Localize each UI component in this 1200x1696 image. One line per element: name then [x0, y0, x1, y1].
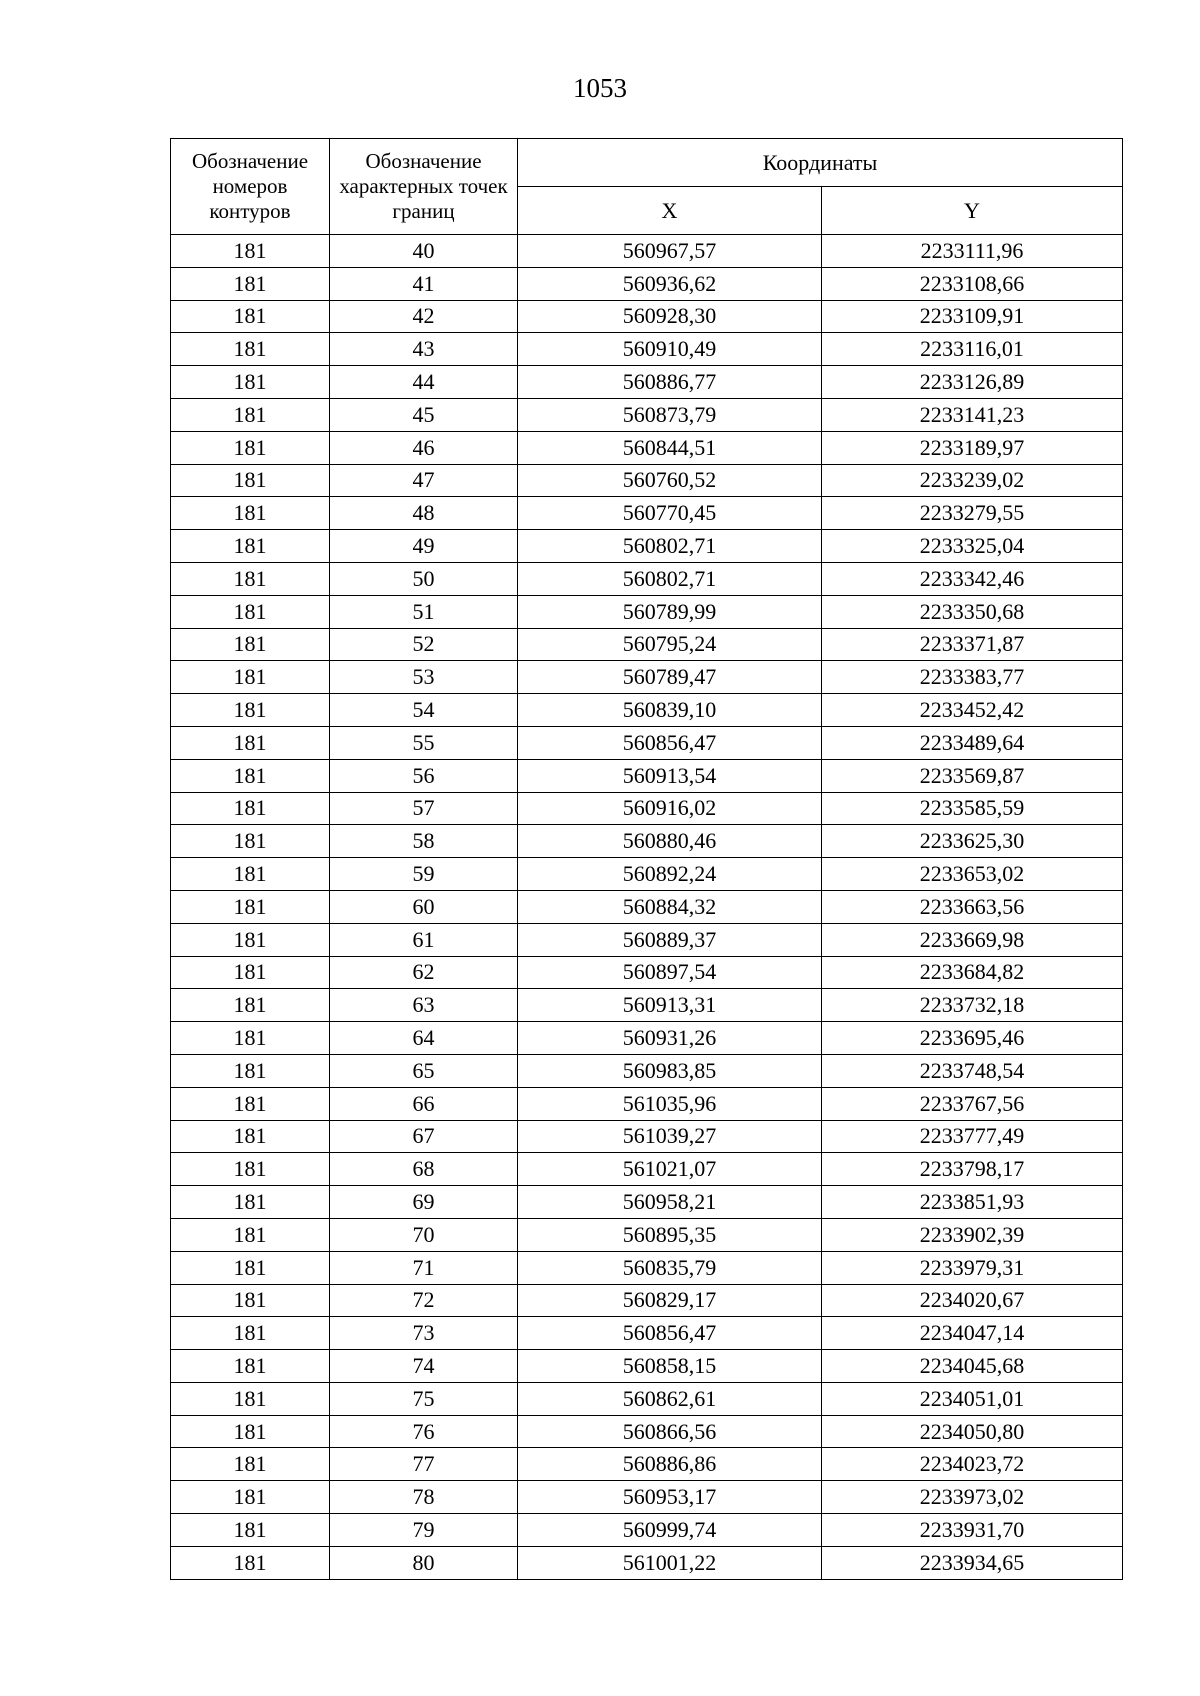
- cell-contour-number: 181: [171, 1251, 330, 1284]
- table-row: [171, 431, 1123, 464]
- cell-x-coordinate: 560916,02: [518, 792, 822, 825]
- cell-y-coordinate: 2233452,42: [822, 694, 1123, 727]
- cell-x-coordinate: 560795,24: [518, 628, 822, 661]
- cell-point-number: 62: [330, 956, 518, 989]
- table-row: [171, 890, 1123, 923]
- cell-x-coordinate: 560760,52: [518, 464, 822, 497]
- cell-contour-number: 181: [171, 1448, 330, 1481]
- cell-x-coordinate: 561001,22: [518, 1546, 822, 1579]
- cell-y-coordinate: 2233777,49: [822, 1120, 1123, 1153]
- cell-contour-number: 181: [171, 1054, 330, 1087]
- cell-y-coordinate: 2233973,02: [822, 1481, 1123, 1514]
- table-row: [171, 1022, 1123, 1055]
- cell-point-number: 57: [330, 792, 518, 825]
- table-row: [171, 530, 1123, 563]
- table-row: [171, 989, 1123, 1022]
- header-boundary-points: Обозначение характерных точек границ: [330, 139, 518, 235]
- cell-contour-number: 181: [171, 464, 330, 497]
- cell-x-coordinate: 560858,15: [518, 1350, 822, 1383]
- cell-point-number: 73: [330, 1317, 518, 1350]
- cell-x-coordinate: 561021,07: [518, 1153, 822, 1186]
- cell-point-number: 59: [330, 858, 518, 891]
- cell-x-coordinate: 560958,21: [518, 1186, 822, 1219]
- cell-y-coordinate: 2234047,14: [822, 1317, 1123, 1350]
- cell-x-coordinate: 560835,79: [518, 1251, 822, 1284]
- cell-point-number: 65: [330, 1054, 518, 1087]
- cell-x-coordinate: 560936,62: [518, 267, 822, 300]
- cell-contour-number: 181: [171, 333, 330, 366]
- cell-point-number: 40: [330, 235, 518, 268]
- cell-point-number: 70: [330, 1218, 518, 1251]
- table-row: [171, 1481, 1123, 1514]
- cell-point-number: 66: [330, 1087, 518, 1120]
- cell-y-coordinate: 2233189,97: [822, 431, 1123, 464]
- cell-x-coordinate: 560829,17: [518, 1284, 822, 1317]
- cell-x-coordinate: 560862,61: [518, 1382, 822, 1415]
- table-row: [171, 595, 1123, 628]
- table-row: [171, 267, 1123, 300]
- cell-x-coordinate: 560967,57: [518, 235, 822, 268]
- cell-x-coordinate: 561035,96: [518, 1087, 822, 1120]
- cell-y-coordinate: 2233684,82: [822, 956, 1123, 989]
- cell-y-coordinate: 2233279,55: [822, 497, 1123, 530]
- table-body: [171, 235, 1123, 1580]
- cell-point-number: 72: [330, 1284, 518, 1317]
- cell-point-number: 64: [330, 1022, 518, 1055]
- cell-y-coordinate: 2233732,18: [822, 989, 1123, 1022]
- header-x: X: [518, 187, 822, 235]
- cell-point-number: 46: [330, 431, 518, 464]
- cell-contour-number: 181: [171, 562, 330, 595]
- cell-y-coordinate: 2234020,67: [822, 1284, 1123, 1317]
- cell-y-coordinate: 2233851,93: [822, 1186, 1123, 1219]
- cell-contour-number: 181: [171, 300, 330, 333]
- cell-contour-number: 181: [171, 235, 330, 268]
- cell-x-coordinate: 560856,47: [518, 726, 822, 759]
- cell-contour-number: 181: [171, 628, 330, 661]
- table-row: [171, 497, 1123, 530]
- cell-x-coordinate: 560886,86: [518, 1448, 822, 1481]
- table-row: [171, 366, 1123, 399]
- cell-contour-number: 181: [171, 825, 330, 858]
- cell-x-coordinate: 560844,51: [518, 431, 822, 464]
- table-row: [171, 333, 1123, 366]
- page-number: 1053: [573, 73, 627, 103]
- cell-y-coordinate: 2233695,46: [822, 1022, 1123, 1055]
- header-coordinates: Координаты: [518, 139, 1123, 187]
- cell-point-number: 53: [330, 661, 518, 694]
- cell-x-coordinate: 560913,31: [518, 989, 822, 1022]
- table-row: [171, 1415, 1123, 1448]
- cell-contour-number: 181: [171, 497, 330, 530]
- cell-point-number: 42: [330, 300, 518, 333]
- cell-y-coordinate: 2234050,80: [822, 1415, 1123, 1448]
- table-row: [171, 1284, 1123, 1317]
- cell-x-coordinate: 560928,30: [518, 300, 822, 333]
- cell-x-coordinate: 560895,35: [518, 1218, 822, 1251]
- cell-contour-number: 181: [171, 398, 330, 431]
- cell-x-coordinate: 560983,85: [518, 1054, 822, 1087]
- cell-point-number: 52: [330, 628, 518, 661]
- cell-y-coordinate: 2233371,87: [822, 628, 1123, 661]
- cell-contour-number: 181: [171, 267, 330, 300]
- cell-point-number: 54: [330, 694, 518, 727]
- table-row: [171, 464, 1123, 497]
- cell-point-number: 61: [330, 923, 518, 956]
- cell-y-coordinate: 2233126,89: [822, 366, 1123, 399]
- cell-contour-number: 181: [171, 1514, 330, 1547]
- cell-y-coordinate: 2233383,77: [822, 661, 1123, 694]
- table-row: [171, 956, 1123, 989]
- cell-x-coordinate: 560880,46: [518, 825, 822, 858]
- table-row: [171, 1546, 1123, 1579]
- cell-x-coordinate: 560789,99: [518, 595, 822, 628]
- cell-x-coordinate: 560910,49: [518, 333, 822, 366]
- cell-x-coordinate: 560886,77: [518, 366, 822, 399]
- cell-contour-number: 181: [171, 1284, 330, 1317]
- table-row: [171, 1317, 1123, 1350]
- cell-point-number: 69: [330, 1186, 518, 1219]
- cell-y-coordinate: 2233116,01: [822, 333, 1123, 366]
- cell-y-coordinate: 2234051,01: [822, 1382, 1123, 1415]
- header-y: Y: [822, 187, 1123, 235]
- cell-point-number: 80: [330, 1546, 518, 1579]
- cell-point-number: 60: [330, 890, 518, 923]
- cell-point-number: 58: [330, 825, 518, 858]
- cell-point-number: 45: [330, 398, 518, 431]
- table-row: [171, 661, 1123, 694]
- cell-y-coordinate: 2234045,68: [822, 1350, 1123, 1383]
- cell-y-coordinate: 2233748,54: [822, 1054, 1123, 1087]
- cell-x-coordinate: 560856,47: [518, 1317, 822, 1350]
- table-row: [171, 1153, 1123, 1186]
- cell-point-number: 74: [330, 1350, 518, 1383]
- cell-y-coordinate: 2233663,56: [822, 890, 1123, 923]
- cell-contour-number: 181: [171, 858, 330, 891]
- cell-x-coordinate: 560913,54: [518, 759, 822, 792]
- cell-point-number: 56: [330, 759, 518, 792]
- cell-contour-number: 181: [171, 661, 330, 694]
- cell-point-number: 63: [330, 989, 518, 1022]
- cell-y-coordinate: 2233902,39: [822, 1218, 1123, 1251]
- table-row: [171, 858, 1123, 891]
- cell-x-coordinate: 560999,74: [518, 1514, 822, 1547]
- cell-point-number: 78: [330, 1481, 518, 1514]
- cell-contour-number: 181: [171, 595, 330, 628]
- cell-x-coordinate: 560839,10: [518, 694, 822, 727]
- table-row: [171, 562, 1123, 595]
- cell-point-number: 77: [330, 1448, 518, 1481]
- cell-y-coordinate: 2233798,17: [822, 1153, 1123, 1186]
- cell-y-coordinate: 2233934,65: [822, 1546, 1123, 1579]
- cell-y-coordinate: 2233767,56: [822, 1087, 1123, 1120]
- cell-y-coordinate: 2233111,96: [822, 235, 1123, 268]
- cell-contour-number: 181: [171, 1350, 330, 1383]
- table-row: [171, 1120, 1123, 1153]
- table-row: [171, 1448, 1123, 1481]
- cell-y-coordinate: 2234023,72: [822, 1448, 1123, 1481]
- coordinates-table: [170, 138, 1123, 1580]
- cell-y-coordinate: 2233239,02: [822, 464, 1123, 497]
- cell-contour-number: 181: [171, 1153, 330, 1186]
- cell-y-coordinate: 2233931,70: [822, 1514, 1123, 1547]
- cell-y-coordinate: 2233653,02: [822, 858, 1123, 891]
- table-row: [171, 1251, 1123, 1284]
- cell-contour-number: 181: [171, 956, 330, 989]
- cell-point-number: 43: [330, 333, 518, 366]
- cell-point-number: 51: [330, 595, 518, 628]
- cell-y-coordinate: 2233489,64: [822, 726, 1123, 759]
- table-row: [171, 1186, 1123, 1219]
- cell-y-coordinate: 2233108,66: [822, 267, 1123, 300]
- cell-y-coordinate: 2233325,04: [822, 530, 1123, 563]
- cell-y-coordinate: 2233350,68: [822, 595, 1123, 628]
- cell-contour-number: 181: [171, 1022, 330, 1055]
- cell-y-coordinate: 2233569,87: [822, 759, 1123, 792]
- cell-point-number: 71: [330, 1251, 518, 1284]
- cell-contour-number: 181: [171, 759, 330, 792]
- table-row: [171, 1218, 1123, 1251]
- cell-x-coordinate: 561039,27: [518, 1120, 822, 1153]
- cell-contour-number: 181: [171, 989, 330, 1022]
- cell-y-coordinate: 2233669,98: [822, 923, 1123, 956]
- cell-contour-number: 181: [171, 1186, 330, 1219]
- table-row: [171, 694, 1123, 727]
- cell-point-number: 44: [330, 366, 518, 399]
- table-row: [171, 235, 1123, 268]
- table-row: [171, 1514, 1123, 1547]
- cell-y-coordinate: 2233625,30: [822, 825, 1123, 858]
- cell-point-number: 75: [330, 1382, 518, 1415]
- table-header: [171, 139, 1123, 235]
- cell-y-coordinate: 2233109,91: [822, 300, 1123, 333]
- cell-x-coordinate: 560884,32: [518, 890, 822, 923]
- cell-contour-number: 181: [171, 366, 330, 399]
- table-row: [171, 300, 1123, 333]
- cell-contour-number: 181: [171, 726, 330, 759]
- cell-contour-number: 181: [171, 890, 330, 923]
- cell-x-coordinate: 560789,47: [518, 661, 822, 694]
- cell-point-number: 68: [330, 1153, 518, 1186]
- cell-y-coordinate: 2233585,59: [822, 792, 1123, 825]
- cell-point-number: 47: [330, 464, 518, 497]
- table-row: [171, 398, 1123, 431]
- cell-y-coordinate: 2233141,23: [822, 398, 1123, 431]
- cell-contour-number: 181: [171, 1317, 330, 1350]
- cell-point-number: 79: [330, 1514, 518, 1547]
- cell-contour-number: 181: [171, 923, 330, 956]
- cell-contour-number: 181: [171, 1087, 330, 1120]
- cell-x-coordinate: 560802,71: [518, 562, 822, 595]
- cell-x-coordinate: 560931,26: [518, 1022, 822, 1055]
- cell-point-number: 49: [330, 530, 518, 563]
- cell-point-number: 50: [330, 562, 518, 595]
- cell-contour-number: 181: [171, 1481, 330, 1514]
- table-row: [171, 1054, 1123, 1087]
- cell-x-coordinate: 560953,17: [518, 1481, 822, 1514]
- cell-point-number: 41: [330, 267, 518, 300]
- cell-x-coordinate: 560897,54: [518, 956, 822, 989]
- cell-contour-number: 181: [171, 1218, 330, 1251]
- cell-contour-number: 181: [171, 792, 330, 825]
- cell-x-coordinate: 560889,37: [518, 923, 822, 956]
- cell-x-coordinate: 560802,71: [518, 530, 822, 563]
- cell-contour-number: 181: [171, 1120, 330, 1153]
- cell-point-number: 76: [330, 1415, 518, 1448]
- table-row: [171, 923, 1123, 956]
- cell-x-coordinate: 560892,24: [518, 858, 822, 891]
- table-row: [171, 792, 1123, 825]
- cell-contour-number: 181: [171, 530, 330, 563]
- table-row: [171, 1350, 1123, 1383]
- cell-point-number: 67: [330, 1120, 518, 1153]
- header-contour-numbers: Обозначение номеров контуров: [171, 139, 330, 235]
- cell-x-coordinate: 560873,79: [518, 398, 822, 431]
- table-row: [171, 759, 1123, 792]
- table-row: [171, 628, 1123, 661]
- cell-y-coordinate: 2233342,46: [822, 562, 1123, 595]
- cell-contour-number: 181: [171, 1415, 330, 1448]
- table-row: [171, 1087, 1123, 1120]
- cell-point-number: 48: [330, 497, 518, 530]
- cell-contour-number: 181: [171, 431, 330, 464]
- table-row: [171, 726, 1123, 759]
- table-row: [171, 1382, 1123, 1415]
- cell-x-coordinate: 560770,45: [518, 497, 822, 530]
- cell-point-number: 55: [330, 726, 518, 759]
- table-row: [171, 825, 1123, 858]
- cell-contour-number: 181: [171, 694, 330, 727]
- cell-contour-number: 181: [171, 1382, 330, 1415]
- cell-y-coordinate: 2233979,31: [822, 1251, 1123, 1284]
- cell-x-coordinate: 560866,56: [518, 1415, 822, 1448]
- cell-contour-number: 181: [171, 1546, 330, 1579]
